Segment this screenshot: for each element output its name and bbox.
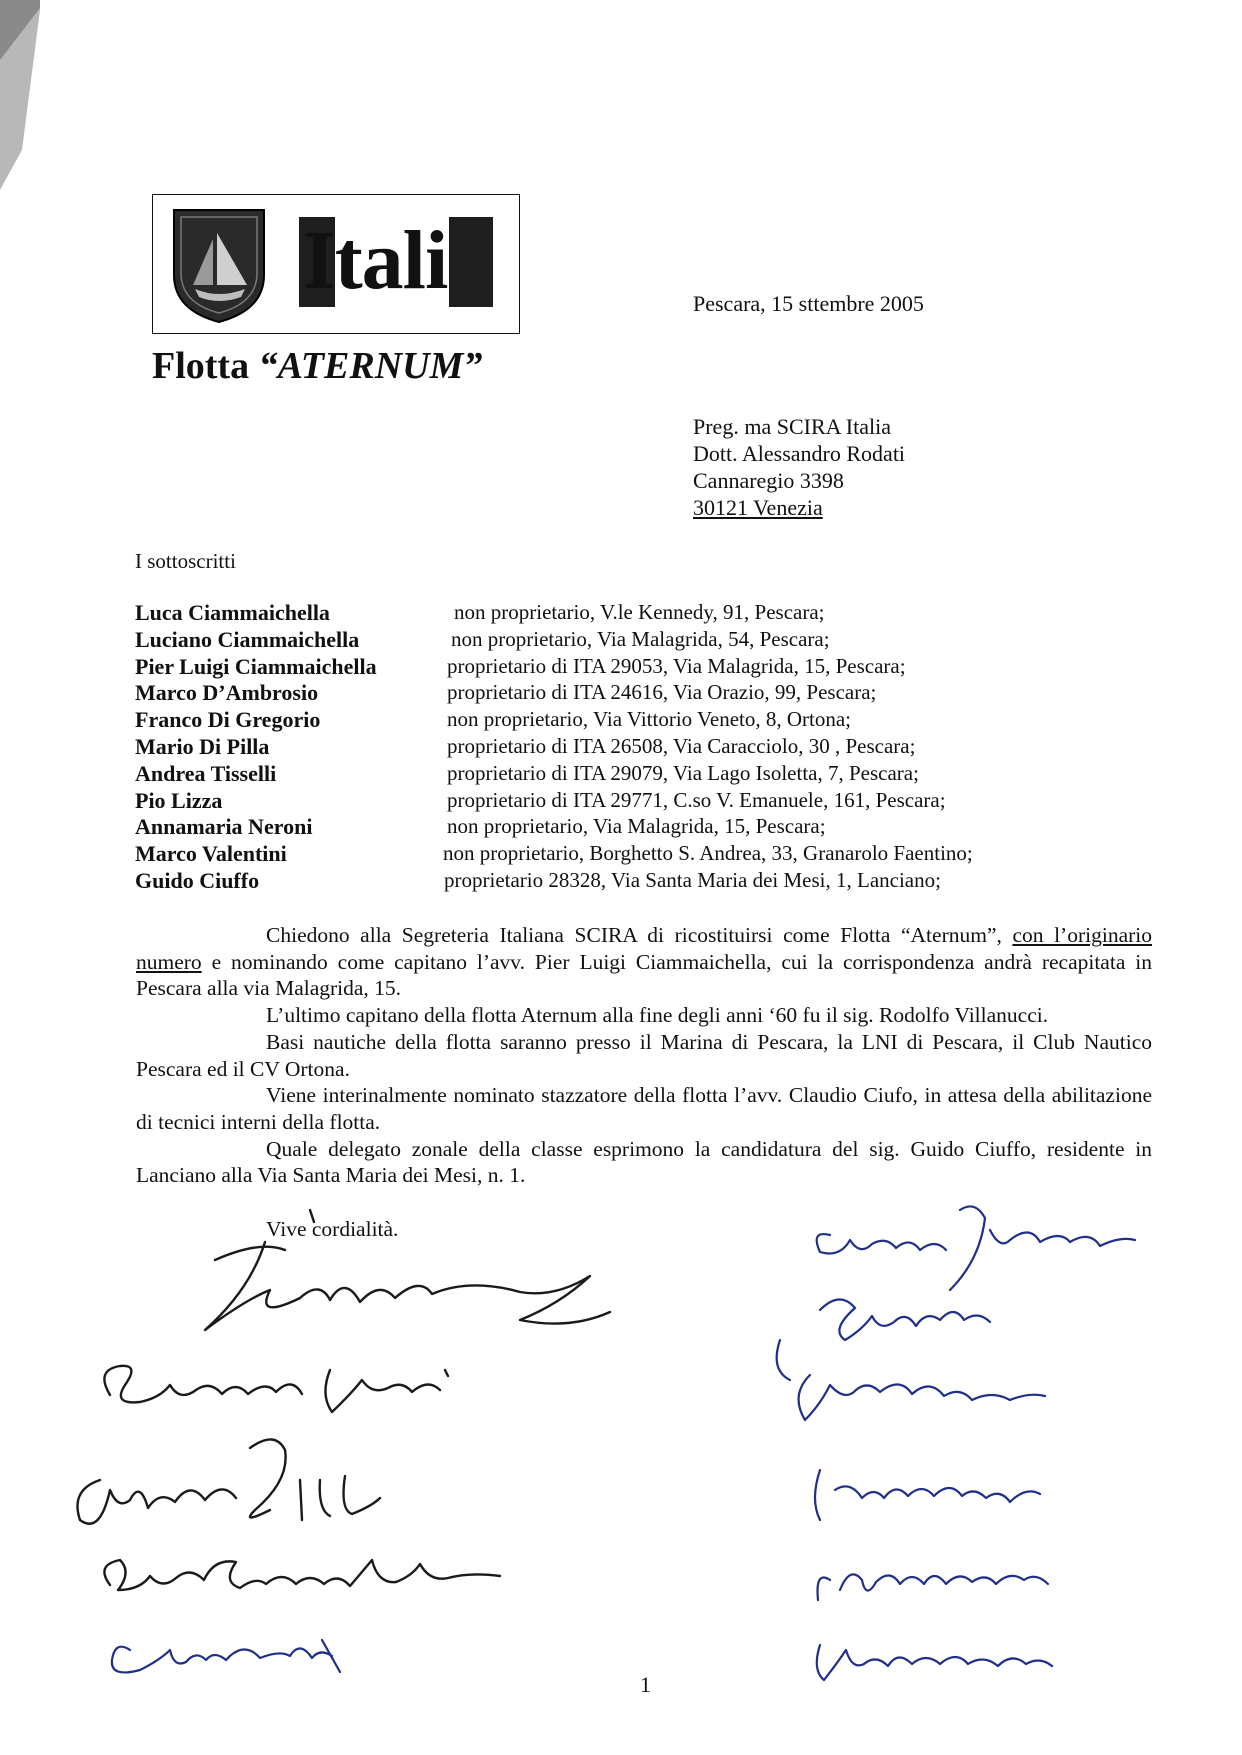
logo-wordmark: Itali bbox=[303, 214, 448, 307]
signature-group-right bbox=[777, 1206, 1135, 1680]
signature-group-left bbox=[78, 1210, 611, 1590]
body-paragraph: L’ultimo capitano della flotta Aternum alla fine degli anni ‘60 fu il sig. Rodolfo Villanucci. bbox=[266, 1003, 1049, 1028]
signer-name: Andrea Tisselli bbox=[135, 760, 277, 786]
signer-name: Guido Ciuffo bbox=[135, 867, 260, 893]
signer-detail: non proprietario, V.le Kennedy, 91, Pescara; bbox=[454, 600, 825, 624]
page-number: 1 bbox=[640, 1672, 651, 1697]
recipient-address bbox=[693, 413, 905, 521]
body-text: Chiedono alla Segreteria Italiana SCIRA di ricostituirsi come Flotta “Aternum”, bbox=[266, 923, 1013, 947]
fleet-title bbox=[152, 344, 482, 388]
signer-name: Franco Di Gregorio bbox=[135, 707, 321, 733]
letterhead-logo bbox=[152, 194, 520, 334]
closing-salutation: Vive cordialità. bbox=[266, 1217, 399, 1241]
fleet-title-prefix: Flotta bbox=[152, 345, 250, 387]
handwritten-signatures bbox=[0, 1180, 1242, 1700]
signer-name: Mario Di Pilla bbox=[135, 733, 270, 759]
letter-date: Pescara, 15 sttembre 2005 bbox=[693, 291, 924, 316]
body-paragraph: Basi nautiche della flotta saranno presso il Marina di Pescara, la LNI di Pescara, il Club Nautico Pescara ed il CV Ortona. bbox=[136, 1029, 1152, 1081]
letter-body bbox=[136, 922, 1152, 1189]
signer-name: Luca Ciammaichella bbox=[135, 600, 330, 625]
recipient-line: Cannaregio 3398 bbox=[693, 468, 844, 493]
signer-name: Annamaria Neroni bbox=[135, 814, 313, 840]
body-text-underlined: con l’originario numero bbox=[136, 923, 1152, 974]
signer-detail: proprietario 28328, Via Santa Maria dei Mesi, 1, Lanciano; bbox=[444, 867, 941, 892]
signer-detail: non proprietario, Via Malagrida, 15, Pescara; bbox=[447, 814, 826, 839]
class-emblem-icon bbox=[169, 205, 269, 325]
body-paragraph bbox=[136, 922, 1152, 1002]
signer-detail: non proprietario, Borghetto S. Andrea, 33, Granarolo Faentino; bbox=[443, 841, 973, 866]
recipient-line: 30121 Venezia bbox=[693, 495, 823, 520]
signer-detail: non proprietario, Via Malagrida, 54, Pescara; bbox=[451, 626, 830, 651]
body-paragraph: Viene interinalmente nominato stazzatore della flotta l’avv. Claudio Ciufo, in attesa della abilitazione di tecnici interni della flotta. bbox=[136, 1083, 1152, 1134]
body-text: e nominando come capitano l’avv. Pier Luigi Ciammaichella, cui la corrispondenza andrà recapitata in Pescara alla via Malagrida, 15. bbox=[136, 949, 1152, 1001]
intro-line: I sottoscritti bbox=[135, 549, 236, 573]
signer-detail: non proprietario, Via Vittorio Veneto, 8, Ortona; bbox=[447, 707, 851, 732]
signature-group-left-blue bbox=[112, 1640, 340, 1672]
signer-detail: proprietario di ITA 26508, Via Caracciolo, 30 , Pescara; bbox=[447, 733, 916, 758]
signer-name: Luciano Ciammaichella bbox=[135, 626, 360, 652]
signer-detail: proprietario di ITA 29053, Via Malagrida, 15, Pescara; bbox=[447, 653, 906, 678]
signer-detail: proprietario di ITA 29079, Via Lago Isoletta, 7, Pescara; bbox=[447, 760, 919, 785]
body-paragraph: Quale delegato zonale della classe esprimono la candidatura del sig. Guido Ciuffo, residente in Lanciano alla Via Santa Maria dei Mesi, n. 1. bbox=[136, 1136, 1152, 1188]
signer-name: Marco D’Ambrosio bbox=[135, 680, 319, 706]
signer-name: Pio Lizza bbox=[135, 787, 223, 813]
folded-corner bbox=[0, 0, 40, 230]
signer-detail: proprietario di ITA 29771, C.so V. Emanuele, 161, Pescara; bbox=[447, 787, 946, 812]
signer-name: Marco Valentini bbox=[135, 841, 287, 867]
recipient-line: Dott. Alessandro Rodati bbox=[693, 441, 906, 466]
signer-name: Pier Luigi Ciammaichella bbox=[135, 653, 377, 679]
redaction-block bbox=[449, 217, 493, 307]
recipient-line: Preg. ma SCIRA Italia bbox=[693, 414, 891, 439]
fleet-title-name: “ATERNUM” bbox=[258, 345, 483, 387]
signer-detail: proprietario di ITA 24616, Via Orazio, 99, Pescara; bbox=[447, 680, 877, 705]
